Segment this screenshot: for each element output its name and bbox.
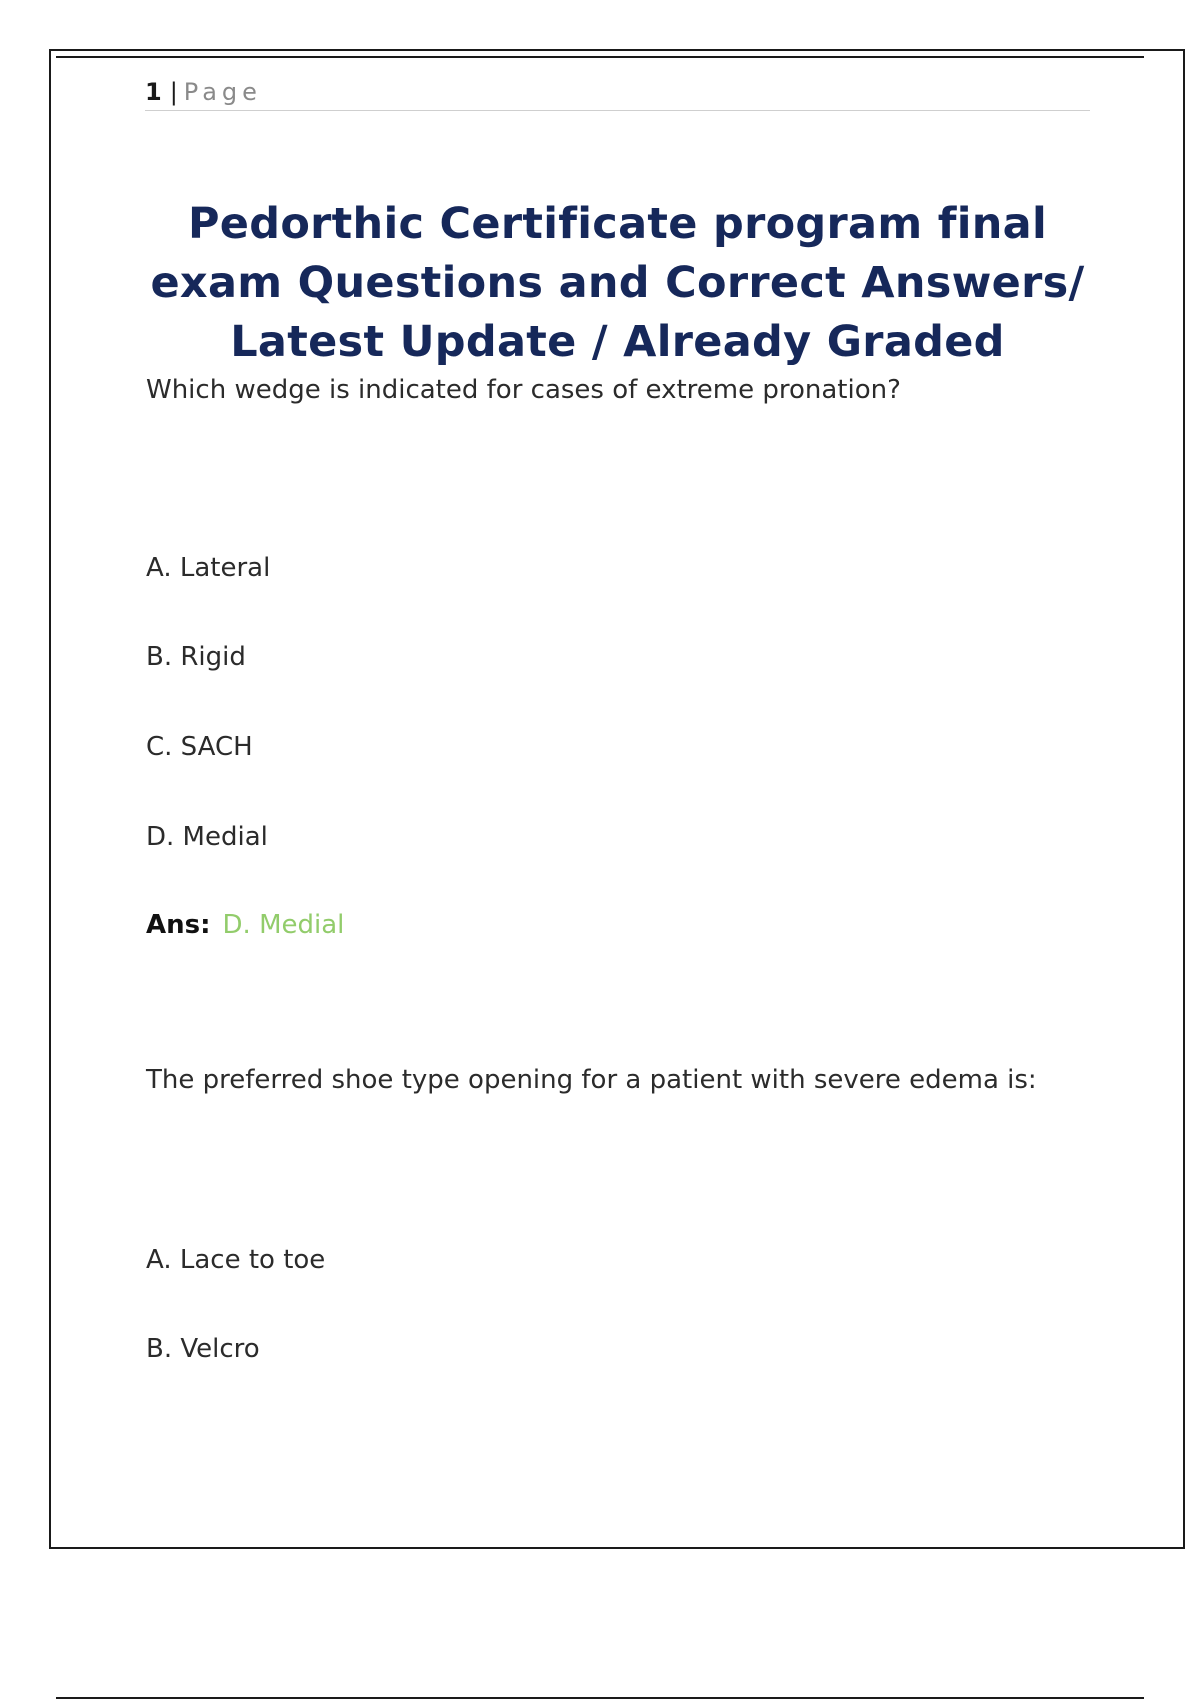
question-1-option-b: B. Rigid xyxy=(146,642,246,672)
question-2-option-b: B. Velcro xyxy=(146,1334,260,1364)
title-line: exam Questions and Correct Answers/ xyxy=(150,258,1085,308)
question-1-prompt: Which wedge is indicated for cases of extreme pronation? xyxy=(146,375,901,405)
question-1-option-d: D. Medial xyxy=(146,822,268,852)
answer-value: D. Medial xyxy=(222,910,345,940)
question-1-answer xyxy=(146,908,344,942)
title-line: Pedorthic Certificate program final xyxy=(187,199,1048,249)
page-separator: | xyxy=(169,78,178,106)
page-label: Page xyxy=(183,78,262,106)
page-number: 1 xyxy=(145,78,162,106)
bottom-rule xyxy=(56,1697,1144,1699)
question-1-option-a: A. Lateral xyxy=(146,553,271,583)
page-header xyxy=(145,74,1090,111)
question-2-prompt: The preferred shoe type opening for a patient with severe edema is: xyxy=(146,1065,1037,1095)
title-line: Latest Update / Already Graded xyxy=(230,317,1005,367)
top-rule xyxy=(56,56,1144,58)
question-1-option-c: C. SACH xyxy=(146,732,253,762)
answer-label: Ans: xyxy=(146,910,211,940)
question-2-option-a: A. Lace to toe xyxy=(146,1245,326,1275)
document-title xyxy=(145,195,1090,372)
